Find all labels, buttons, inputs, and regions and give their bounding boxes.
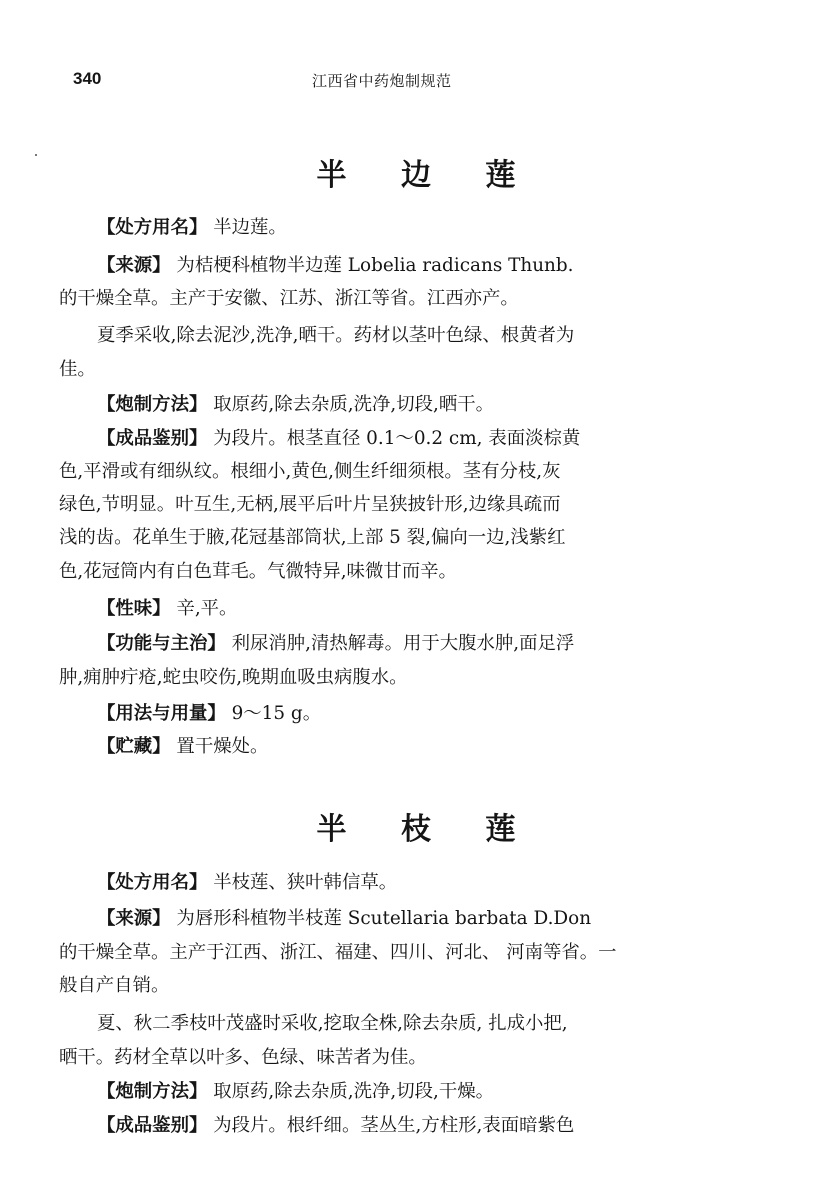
text-line: 佳。 (59, 359, 96, 380)
text-line: 【用法与用量】 9～15 g。 (97, 703, 322, 724)
field-label: 【性味】 (97, 598, 171, 619)
entry-title: 半 边 莲 (316, 158, 538, 193)
text-line: 色,平滑或有细纵纹。根细小,黄色,侧生纤细须根。茎有分枝,灰 (59, 461, 561, 482)
text-line: 浅的齿。花单生于腋,花冠基部筒状,上部 5 裂,偏向一边,浅紫红 (59, 527, 566, 548)
running-head-title: 江西省中药炮制规范 (312, 72, 452, 90)
text-line: 【炮制方法】 取原药,除去杂质,洗净,切段,晒干。 (97, 394, 495, 415)
field-label: 【来源】 (97, 908, 171, 929)
text-line: 般自产自销。 (59, 975, 170, 996)
field-label: 【处方用名】 (97, 217, 208, 238)
text-line: 【处方用名】 半边莲。 (97, 217, 287, 238)
text-line: 【炮制方法】 取原药,除去杂质,洗净,切段,干燥。 (97, 1081, 495, 1102)
text-line: 夏、秋二季枝叶茂盛时采收,挖取全株,除去杂质, 扎成小把, (97, 1013, 568, 1034)
field-label: 【处方用名】 (97, 872, 208, 893)
field-label: 【用法与用量】 (97, 703, 226, 724)
field-label: 【炮制方法】 (97, 394, 208, 415)
field-label: 【成品鉴别】 (97, 428, 208, 449)
text-line: 【处方用名】 半枝莲、狭叶韩信草。 (97, 872, 398, 893)
text-line: 绿色,节明显。叶互生,无柄,展平后叶片呈狭披针形,边缘具疏而 (59, 494, 561, 515)
text-line: 【来源】 为桔梗科植物半边莲 Lobelia radicans Thunb. (97, 255, 574, 276)
field-label: 【成品鉴别】 (97, 1115, 208, 1136)
text-line: 晒干。药材全草以叶多、色绿、味苦者为佳。 (59, 1047, 427, 1068)
page-number: 340 (73, 69, 102, 88)
field-label: 【炮制方法】 (97, 1081, 208, 1102)
text-line: 【贮藏】 置干燥处。 (97, 736, 269, 757)
text-line: 色,花冠筒内有白色茸毛。气微特异,味微甘而辛。 (59, 561, 457, 582)
text-line: 的干燥全草。主产于安徽、江苏、浙江等省。江西亦产。 (59, 288, 519, 309)
text-line: 【成品鉴别】 为段片。根纤细。茎丛生,方柱形,表面暗紫色 (97, 1115, 575, 1136)
text-line: 夏季采收,除去泥沙,洗净,晒干。药材以茎叶色绿、根黄者为 (97, 325, 575, 346)
text-line: 【性味】 辛,平。 (97, 598, 238, 619)
text-line: 【功能与主治】 利尿消肿,清热解毒。用于大腹水肿,面足浮 (97, 633, 575, 654)
text-line: 【来源】 为唇形科植物半枝莲 Scutellaria barbata D.Don (97, 908, 592, 929)
text-line: 【成品鉴别】 为段片。根茎直径 0.1～0.2 cm, 表面淡棕黄 (97, 428, 581, 449)
field-label: 【贮藏】 (97, 736, 171, 757)
field-label: 【功能与主治】 (97, 633, 226, 654)
text-line: 肿,痈肿疔疮,蛇虫咬伤,晚期血吸虫病腹水。 (59, 667, 408, 688)
field-label: 【来源】 (97, 255, 171, 276)
text-line: 的干燥全草。主产于江西、浙江、福建、四川、河北、 河南等省。一 (59, 942, 617, 963)
entry-title: 半 枝 莲 (316, 812, 538, 847)
